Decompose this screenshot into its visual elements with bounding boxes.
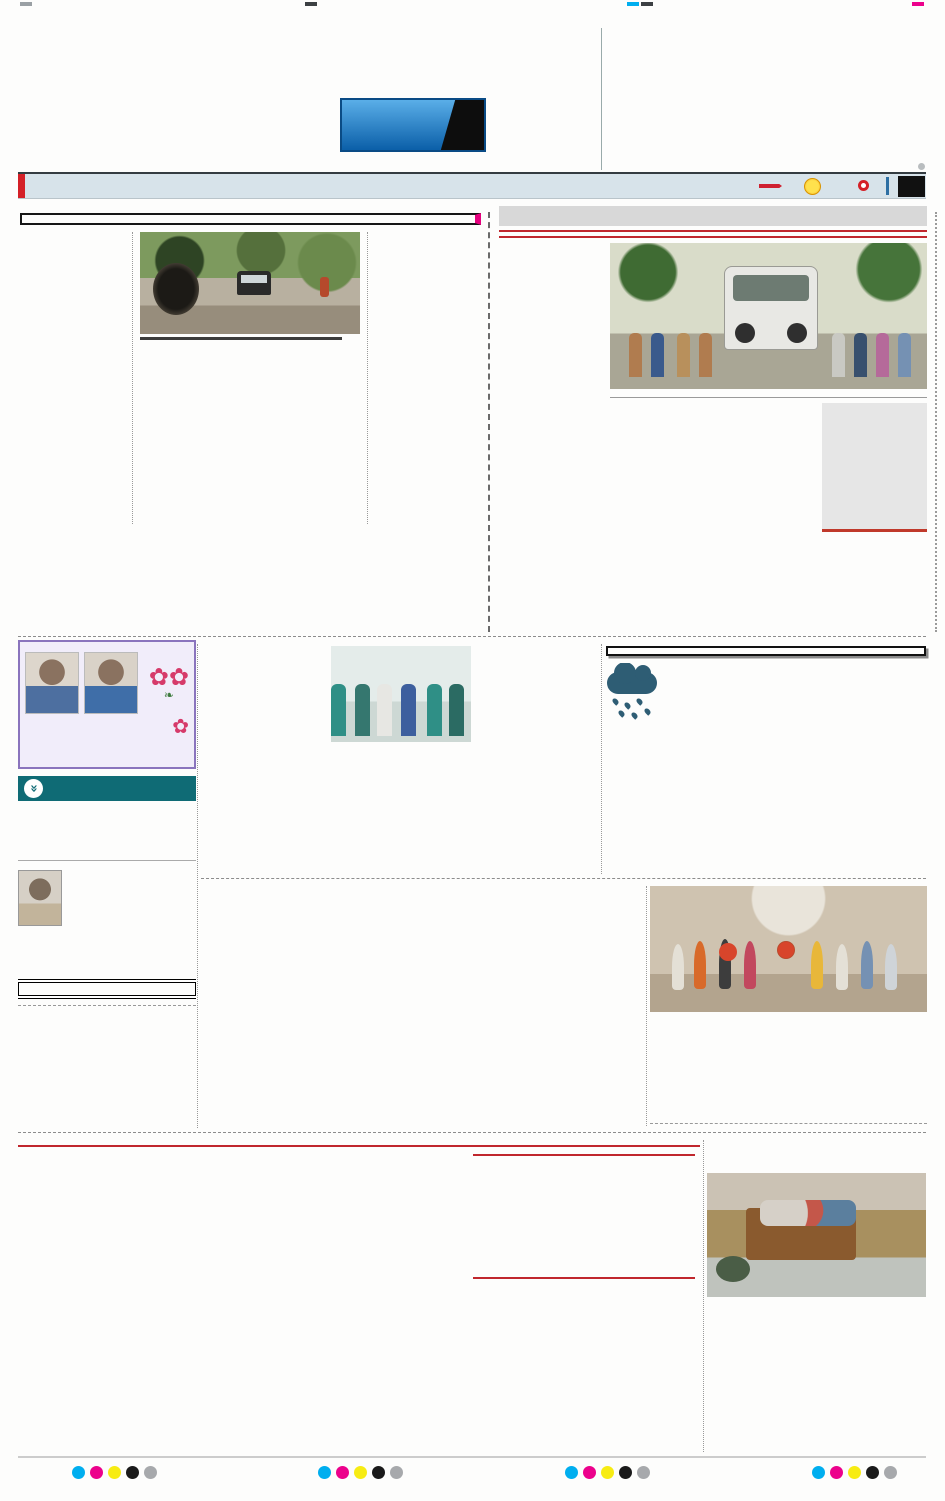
name-change-notice: [18, 982, 196, 996]
rain-column-2: [713, 663, 813, 813]
registration-tick: [641, 2, 653, 6]
cyan-dot: [72, 1466, 85, 1479]
epaper-line: [855, 179, 872, 193]
waki-article: [201, 882, 643, 1093]
weather-label: [759, 184, 782, 188]
magenta-dot: [336, 1466, 349, 1479]
fraud-article: [601, 28, 927, 170]
yellow-dot: [354, 1466, 367, 1479]
column-divider: [197, 644, 198, 1128]
person-shape: [719, 939, 731, 989]
fastnews-item1-body: [18, 807, 196, 853]
person-shape: [672, 944, 684, 990]
person-shape: [832, 333, 845, 377]
person-shape: [699, 333, 712, 377]
registration-tick: [20, 2, 32, 6]
pedestrian-shape: [320, 277, 329, 297]
yellow-dot: [848, 1466, 861, 1479]
cyan-dot: [318, 1466, 331, 1479]
agri-campaign-box: [473, 1154, 695, 1279]
burglary-photo: [707, 1173, 926, 1297]
registration-tick: [627, 2, 639, 6]
birthday-photo-1: [25, 652, 79, 714]
section-divider: [18, 1132, 926, 1133]
birthday-name-2: [86, 716, 142, 736]
registration-tick: [305, 2, 317, 6]
agri-columns: [18, 1154, 464, 1372]
black-dot: [866, 1466, 879, 1479]
rain-column-3: [821, 663, 921, 813]
pothole-photo: [140, 232, 360, 334]
cyan-dot: [565, 1466, 578, 1479]
person-shape: [651, 333, 664, 377]
black-dot: [126, 1466, 139, 1479]
birthday-box: [18, 640, 196, 769]
red-rule: [499, 236, 927, 238]
page-number: [898, 176, 925, 197]
section-divider: [18, 636, 926, 637]
agri-article: [18, 1136, 700, 1372]
person-shape: [677, 333, 690, 377]
fraud-body: [611, 32, 927, 144]
rain-column-1: [605, 663, 705, 813]
theft-column-3: [716, 403, 815, 529]
theft-article: [499, 206, 927, 532]
police-vehicle-shape: [724, 266, 818, 350]
pothole-sidebar-column: [367, 232, 483, 524]
autorickshaw-shape: [237, 271, 271, 295]
tulip-flower-icon: ✿✿ ❧: [148, 663, 189, 702]
masthead: [92, 26, 492, 172]
satkar-caption: [650, 1017, 927, 1117]
gray-dot: [390, 1466, 403, 1479]
registration-dots-group: [812, 1466, 897, 1479]
registration-tick: [912, 2, 924, 6]
fastnews-item2-body-wrap: [18, 870, 196, 974]
obituary-portrait-photo: [18, 870, 62, 926]
bag-shape: [716, 1256, 750, 1282]
person-shape: [744, 941, 756, 989]
column-divider: [601, 644, 602, 874]
sidebar-bottom-dash: [18, 1005, 196, 1006]
tulip-flower-icon: ✿: [172, 714, 189, 738]
hospital-photo: [331, 646, 471, 742]
gray-dot: [884, 1466, 897, 1479]
gray-dot: [144, 1466, 157, 1479]
pothole-column-1: [18, 232, 133, 524]
pothole-body-2: [140, 345, 360, 493]
waki-column-1: [201, 889, 341, 1093]
theft-main-block: [610, 243, 927, 532]
bouquet-shape: [777, 941, 795, 959]
theft-photo-caption: [610, 393, 927, 398]
cyan-dot: [812, 1466, 825, 1479]
agri-right-column: [473, 1154, 695, 1372]
person-shape: [836, 944, 848, 990]
column-divider: [703, 1140, 704, 1452]
birthday-name-1: [25, 716, 81, 736]
caption-rule: [140, 337, 342, 340]
column-divider: [646, 886, 647, 1126]
red-rule: [18, 1145, 700, 1147]
registration-dots-group: [565, 1466, 650, 1479]
magenta-dot: [90, 1466, 103, 1479]
section-divider: [201, 878, 926, 879]
birthday-greeting: [25, 741, 189, 763]
pothole-subhead: [20, 213, 481, 225]
red-rule: [499, 230, 927, 232]
person-shape: [876, 333, 889, 377]
fast-news-header: [18, 776, 196, 801]
pothole-shape: [153, 263, 199, 315]
left-sidebar: [18, 640, 196, 1132]
theft-headline: [499, 206, 927, 226]
satkar-group-photo: [650, 886, 927, 1012]
red-accent-bar: [18, 174, 25, 198]
hospital-column-3: [479, 646, 595, 818]
hospital-article: [201, 640, 599, 818]
scattered-items-shape: [760, 1200, 856, 1226]
magenta-dot: [830, 1466, 843, 1479]
registration-dots-group: [72, 1466, 157, 1479]
center-dashed-divider: [488, 212, 490, 632]
double-chevron-icon: »: [24, 779, 43, 798]
person-shape: [854, 333, 867, 377]
magenta-dot: [583, 1466, 596, 1479]
satkar-box: [650, 882, 927, 1124]
theft-highlight-column: [822, 403, 927, 532]
sun-icon: [804, 178, 821, 195]
black-dot: [372, 1466, 385, 1479]
jintur-article: [707, 1136, 926, 1449]
pothole-column-2: [140, 232, 360, 524]
waki-column-2: [350, 889, 490, 1093]
rain-cloud-icon: [605, 666, 661, 718]
rain-alert-article: [605, 640, 927, 813]
person-shape: [694, 941, 706, 989]
police-group-photo: [610, 243, 927, 389]
hospital-column-1: [201, 646, 323, 818]
end-dot: [918, 163, 925, 170]
next-logo-badge: [340, 98, 486, 152]
jintur-columns: [707, 1303, 926, 1449]
date-bar: [18, 172, 926, 199]
waki-column-3: [499, 889, 639, 1093]
bottom-rule: [18, 1456, 926, 1458]
registration-dots-group: [318, 1466, 403, 1479]
theft-column-1: [499, 243, 603, 531]
person-shape: [861, 941, 873, 989]
agri-box-body: [475, 1164, 693, 1272]
black-dot: [619, 1466, 632, 1479]
divider-bar: [886, 177, 889, 195]
pothole-article: [18, 206, 483, 524]
birthday-photo-2: [84, 652, 138, 714]
right-edge-dotted-rule: [935, 212, 937, 632]
person-shape: [811, 941, 823, 989]
hospital-column-2: [331, 646, 471, 818]
epaper-globe-icon: [858, 180, 869, 191]
person-shape: [898, 333, 911, 377]
fastnews-item2-headline: [18, 860, 196, 867]
rain-subhead: [606, 646, 926, 656]
agri-tail-text: [473, 1285, 695, 1341]
print-registration-ticks: [0, 2, 945, 10]
gray-dot: [637, 1466, 650, 1479]
theft-column-2: [610, 403, 709, 529]
yellow-dot: [601, 1466, 614, 1479]
yellow-dot: [108, 1466, 121, 1479]
person-shape: [885, 944, 897, 990]
person-shape: [629, 333, 642, 377]
jintur-headline: [707, 1136, 926, 1167]
